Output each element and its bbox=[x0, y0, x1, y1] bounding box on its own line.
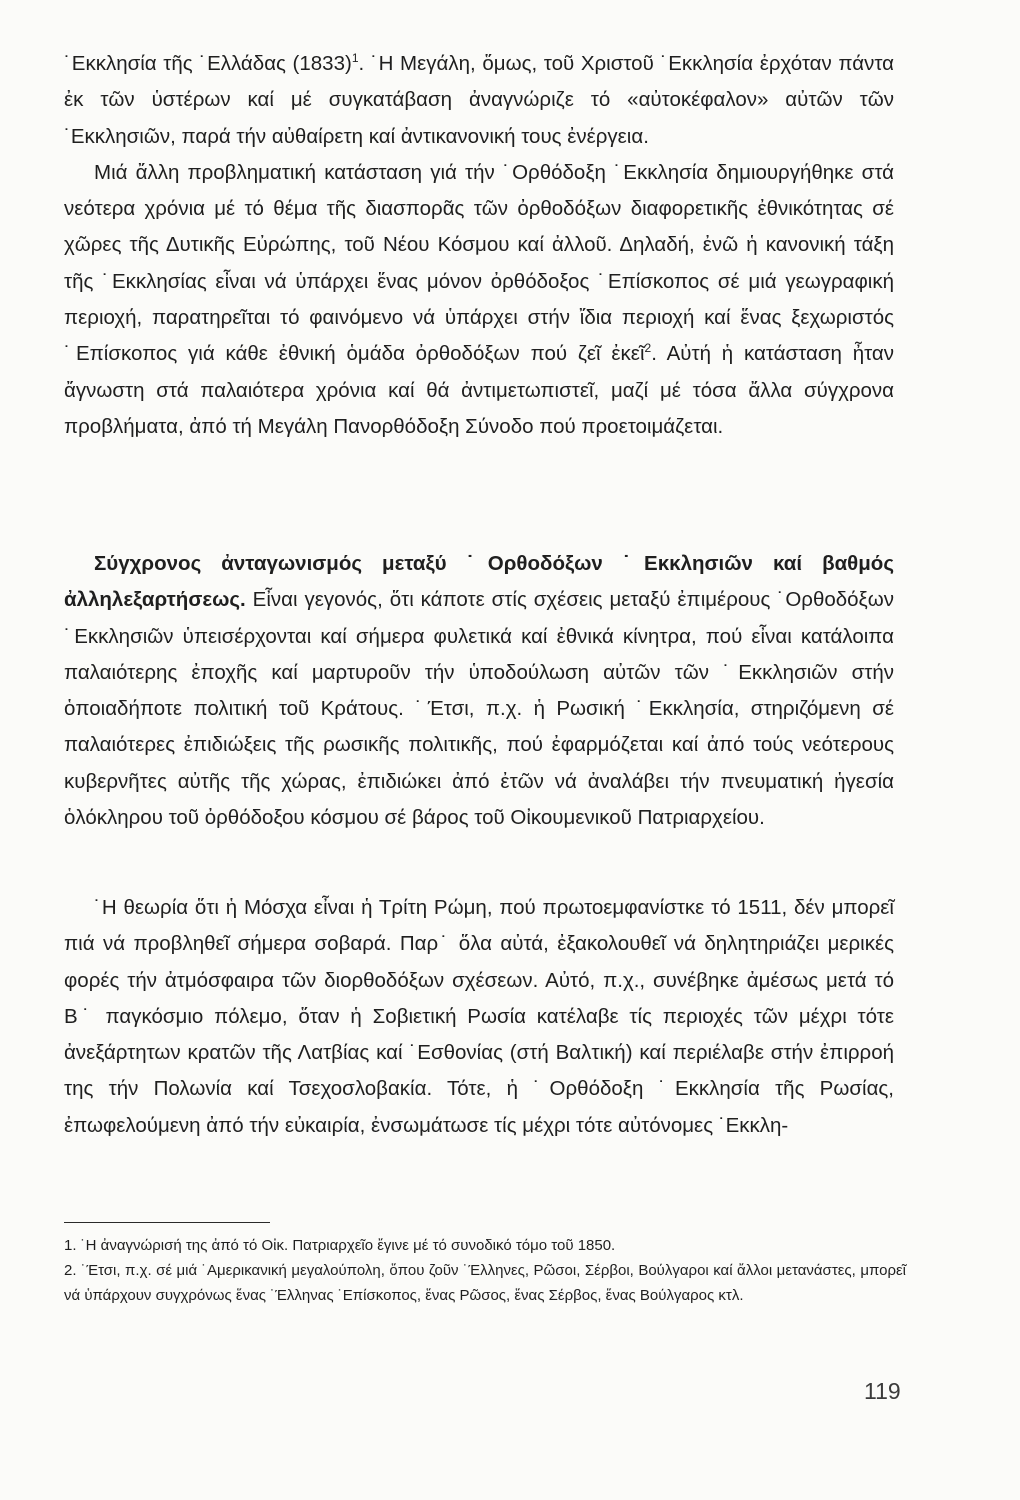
paragraph-1: ˙Εκκλησία τῆς ˙Ελλάδας $(1833)^1$. ˙Η Μεγάλη, ὅμως, τοῦ Χριστοῦ ˙Εκκλησία ἐρχόταν πάντα ἐκ τῶν ὑστέρων καί μέ συγκατάβαση ἀναγνώριζε τό «αὐτοκέφαλον» αὐτῶν τῶν ˙Εκκλησιῶν, παρά τήν αὐθαίρετη καί ἀντικανονική τους ἐνέργεια. bbox=[64, 51, 894, 148]
paragraph-3: Σύγχρονος ἀνταγωνισμός μεταξύ ˙Ορθοδόξων ˙Εκκλησιῶν καί βαθμός ἀλληλεξαρτήσεως. Εἶναι γεγονός, ὅτι κάποτε στίς σχέσεις μεταξύ ἐπιμέρους ˙Ορθοδόξων ˙Εκκλησιῶν ὑπεισέρχονται καί σήμερα φυλετικά καί ἐθνικά κίνητρα, πού εἶναι κατάλοιπα παλαιότερης ἐποχῆς καί μαρτυροῦν τήν ὑποδούλωση αὐτῶν τῶν ˙Εκκλησιῶν στήν ὁποιαδήποτε πολιτική τοῦ Κράτους. ˙Έτσι, π.χ. ἡ Ρωσική ˙Εκκλησία, στηριζόμενη σέ παλαιότερες ἐπιδιώξεις τῆς ρωσικῆς πολιτικῆς, πού ἐφαρμόζεται καί ἀπό τούς νεότερους κυβερνῆτες αὐτῆς τῆς χώρας, ἐπιδιώκει ἀπό ἐτῶν νά ἀναλάβει τήν πνευματική ἡγεσία ὁλόκληρου τοῦ ὀρθόδοξου κόσμου σέ βάρος τοῦ Οἰκουμενικοῦ Πατριαρχείου. bbox=[64, 552, 894, 830]
footnote-ref-2: 2 bbox=[644, 341, 652, 356]
main-text bbox=[64, 46, 894, 445]
closing-text bbox=[64, 890, 894, 1144]
footnote-1: 1. ˙Η ἀναγνώρισή της ἀπό τό Οἰκ. Πατριαρχεῖο ἔγινε μέ τό συνοδικό τόμο τοῦ 1850. bbox=[64, 1237, 616, 1254]
paragraph-4: ˙Η θεωρία ὅτι ἡ Μόσχα εἶναι ἡ Τρίτη Ρώμη, πού πρωτοεμφανίστκε τό 1511, δέν μπορεῖ πιά νά προβληθεῖ σήμερα σοβαρά. Παρ˙ ὅλα αὐτά, ἐξακολουθεῖ νά δηλητηριάζει μερικές φορές τήν ἀτμόσφαιρα τῶν διορθοδόξων σχέσεων. Αὐτό, π.χ., συνέβηκε ἀμέσως μετά τό Β˙ παγκόσμιο πόλεμο, ὅταν ἡ Σοβιετική Ρωσία κατέλαβε τίς περιοχές τῶν μέχρι τότε ἀνεξάρτητων κρατῶν τῆς Λατβίας καί ˙Εσθονίας (στή Βαλτική) καί περιέλαβε στήν ἐπιρροή της τήν Πολωνία καί Τσεχοσλοβακία. Τότε, ἡ ˙Ορθόδοξη ˙Εκκλησία τῆς Ρωσίας, ἐπωφελούμενη ἀπό τήν εὐκαιρία, ἐνσωμάτωσε τίς μέχρι τότε αὐτόνομες ˙Εκκλη- bbox=[64, 896, 894, 1137]
footnote-divider bbox=[64, 1222, 270, 1223]
paragraph-2: Μιά ἄλλη προβληματική κατάσταση γιά τήν ˙Ορθόδοξη ˙Εκκλησία δημιουργήθηκε στά νεότερα χρόνια μέ τό θέμα τῆς διασπορᾶς τῶν ὀρθοδόξων διαφορετικῆς ἐθνικότητας σέ χῶρες τῆς Δυτικῆς Εὐρώπης, τοῦ Νέου Κόσμου καί ἀλλοῦ. Δηλαδή, ἐνῶ ἡ κανονική τάξη τῆς ˙Εκκλησίας εἶναι νά ὑπάρχει ἕνας μόνον ὀρθόδοξος ˙Επίσκοπος σέ μιά γεωγραφική περιοχή, παρατηρεῖται τό φαινόμενο νά ὑπάρχει στήν ἴδια περιοχή καί ἕνας ξεχωριστός ˙Επίσκοπος γιά κάθε ἐθνική ὁμάδα ὀρθοδόξων πού ζεῖ ἐκεῖ$^2$. Αὐτή ἡ κατάσταση ἦταν ἄγνωστη στά παλαιότερα χρόνια καί θά ἀντιμετωπιστεῖ, μαζί μέ τόσα ἄλλα σύγχρονα προβλήματα, ἀπό τή Μεγάλη Πανορθόδοξη Σύνοδο πού προετοιμάζεται. bbox=[64, 160, 895, 438]
section-heading: Σύγχρονος ἀνταγωνισμός μεταξύ ˙Ορθοδόξων ˙Εκκλησιῶν καί βαθμός ἀλληλεξαρτήσεως. bbox=[64, 552, 894, 612]
footnote-2: 2. ˙Έτσι, π.χ. σέ μιά ˙Αμερικανική μεγαλούπολη, ὅπου ζοῦν ˙Έλληνες, Ρῶσοι, Σέρβοι, Βούλγαροι καί ἄλλοι μετανάστες, μπορεῖ νά ὑπάρχουν συγχρόνως ἕνας ˙Έλληνας ˙Επίσκοπος, ἕνας Ρῶσος, ἕνας Σέρβος, ἕνας Βούλγαρος κτλ. bbox=[64, 1262, 906, 1304]
page-number: 119 bbox=[864, 1378, 901, 1404]
footnotes bbox=[64, 1233, 906, 1308]
section-text bbox=[64, 546, 894, 836]
footnote-ref-1: 1 bbox=[351, 51, 359, 66]
